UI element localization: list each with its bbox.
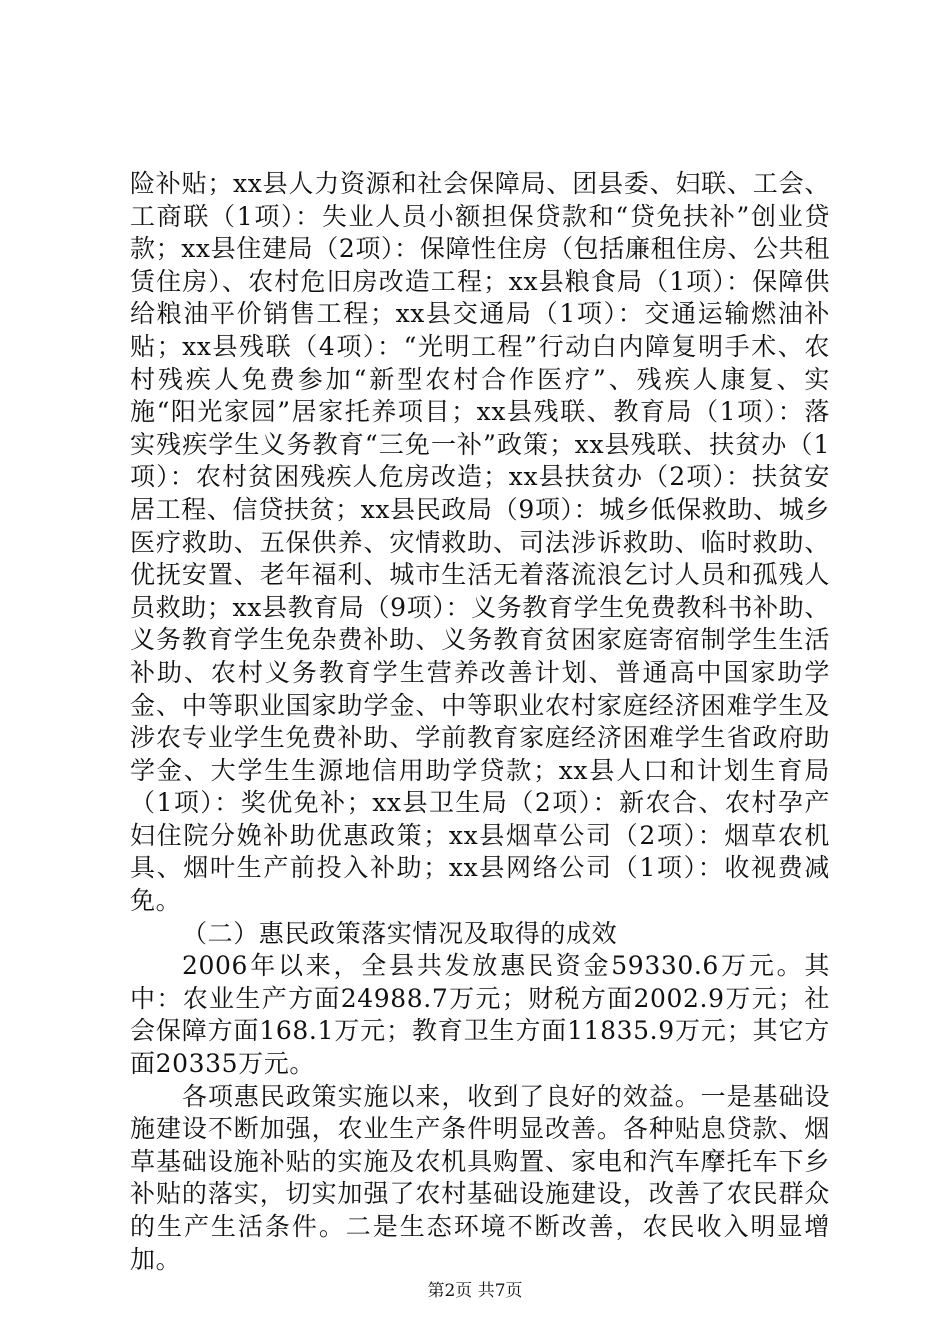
- section-heading: （二）惠民政策落实情况及取得的成效: [182, 918, 618, 948]
- paragraph-funds-summary: 2006年以来，全县共发放惠民资金59330.6万元。其中：农业生产方面24988.7万元；财税方面2002.9万元；社会保障方面168.1万元；教育卫生方面11835.9万元；其它方面20335万元。: [130, 951, 830, 1079]
- document-body: [130, 168, 830, 1276]
- paragraph-benefits: 各项惠民政策实施以来，收到了良好的效益。一是基础设施建设不断加强，农业生产条件明显改善。各种贴息贷款、烟草基础设施补贴的实施及农机具购置、家电和汽车摩托车下乡补贴的落实，切实加强了农村基础设施建设，改善了农民群众的生产生活条件。二是生态环境不断改善，农民收入明显增加。: [130, 1081, 830, 1274]
- page-number-footer: 第2页 共7页: [427, 1281, 523, 1301]
- paragraph-policy-list: 险补贴；xx县人力资源和社会保障局、团县委、妇联、工会、工商联（1项）：失业人员小额担保贷款和“贷免扶补”创业贷款；xx县住建局（2项）：保障性住房（包括廉租住房、公共租赁住房）、农村危旧房改造工程；xx县粮食局（1项）：保障供给粮油平价销售工程；xx县交通局（1项）：交通运输燃油补贴；xx县残联（4项）：“光明工程”行动白内障复明手术、农村残疾人免费参加“新型农村合作医疗”、残疾人康复、实施“阳光家园”居家托养项目；xx县残联、教育局（1项）：落实残疾学生义务教育“三免一补”政策；xx县残联、扶贫办（1项）：农村贫困残疾人危房改造；xx县扶贫办（2项）：扶贫安居工程、信贷扶贫；xx县民政局（9项）：城乡低保救助、城乡医疗救助、五保供养、灾情救助、司法涉诉救助、临时救助、优抚安置、老年福利、城市生活无着落流浪乞讨人员和孤残人员救助；xx县教育局（9项）：义务教育学生免费教科书补助、义务教育学生免杂费补助、义务教育贫困家庭寄宿制学生生活补助、农村义务教育学生营养改善计划、普通高中国家助学金、中等职业国家助学金、中等职业农村家庭经济困难学生及涉农专业学生免费补助、学前教育家庭经济困难学生省政府助学金、大学生生源地信用助学贷款；xx县人口和计划生育局（1项）：奖优免补；xx县卫生局（2项）：新农合、农村孕产妇住院分娩补助优惠政策；xx县烟草公司（2项）：烟草农机具、烟叶生产前投入补助；xx县网络公司（1项）：收视费减免。: [130, 169, 830, 916]
